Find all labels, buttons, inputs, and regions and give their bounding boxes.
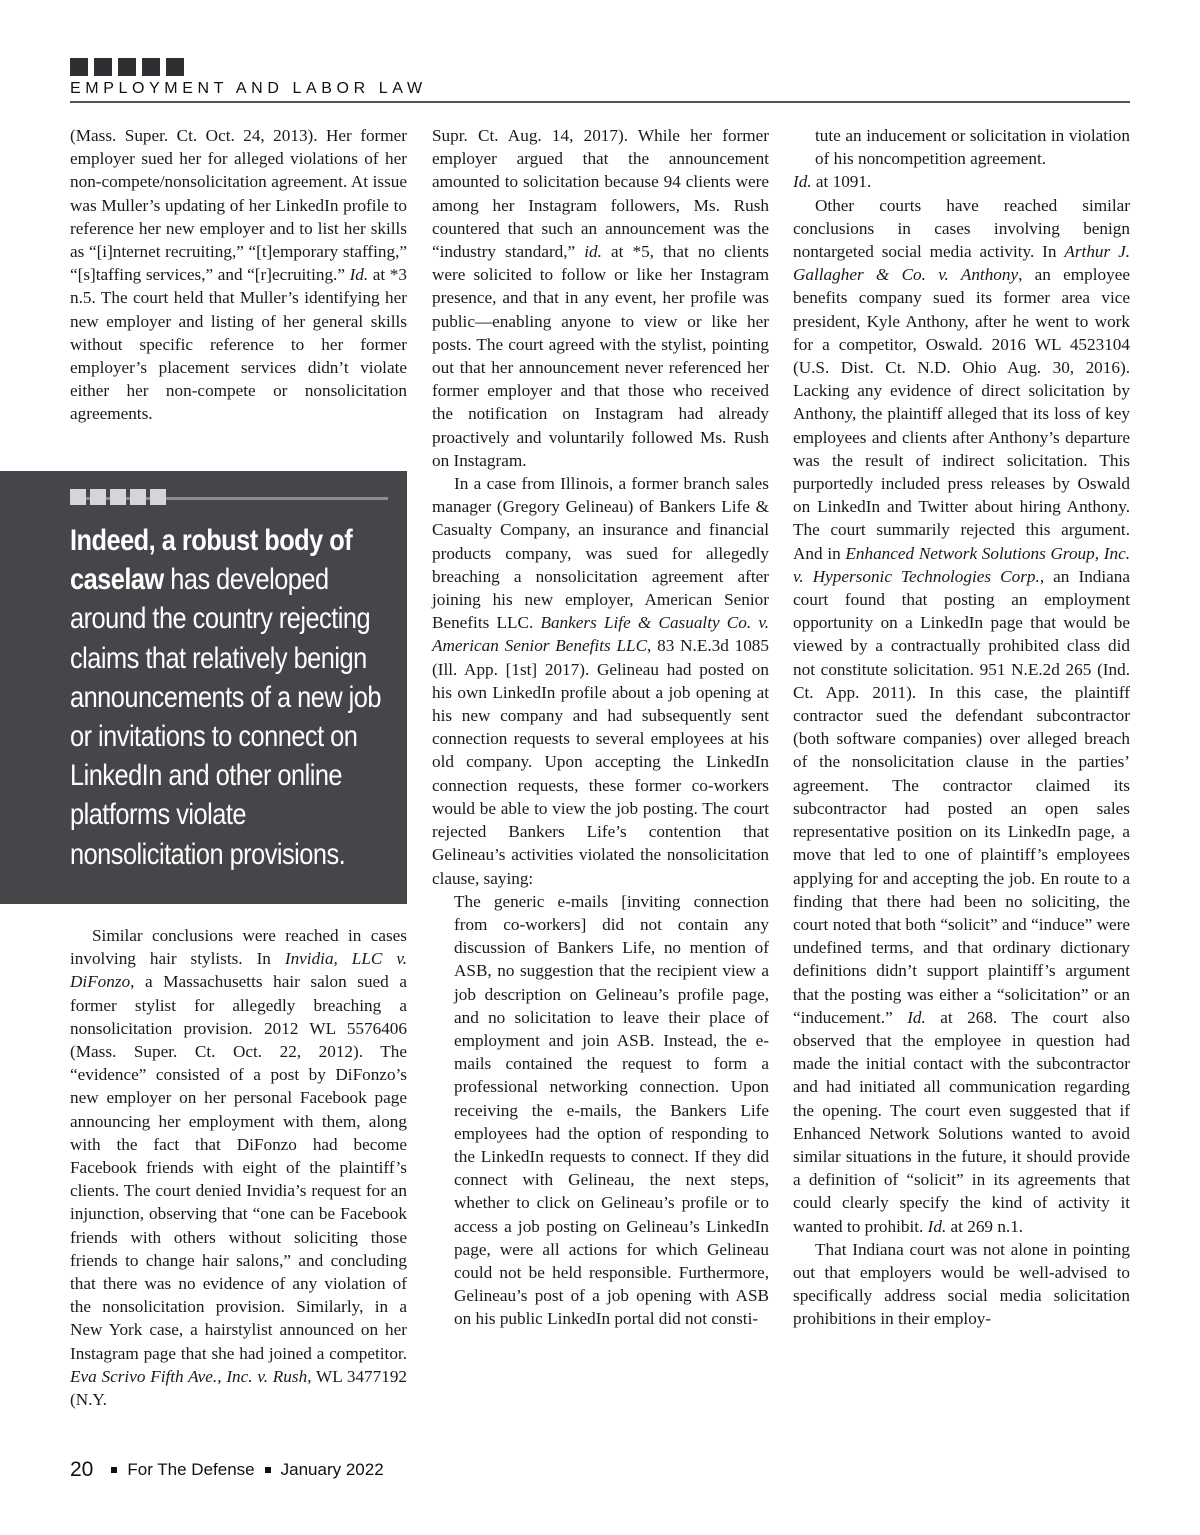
text-run: That Indiana court was not alone in pointing out that employers would be well-advised to specifically address social media solicitation prohibitions in their employ- bbox=[793, 1239, 1130, 1329]
text-run: (Mass. Super. Ct. Oct. 24, 2013). Her former employer sued her for alleged violations of her non-compete/nonsolicitation agreement. At issue was Muller’s updating of her LinkedIn profile to reference her new employer and to list her skills as “[i]nternet recruiting,” “[t]emporary staffing,” “[s]taffing services,” and “[r]ecruiting.” bbox=[70, 126, 407, 285]
column-1-bottom bbox=[70, 924, 407, 1411]
italic-citation: Invidia, LLC v. DiFonzo bbox=[70, 949, 408, 992]
italic-citation: Bankers Life & Casualty Co. v. American Senior Benefits LLC bbox=[432, 613, 770, 656]
page-number: 20 bbox=[70, 1458, 94, 1481]
text-run: , 83 N.E.3d 1085 (Ill. App. [1st] 2017). Gelineau had posted on his own LinkedIn profile about a job opening at his new company and had subsequently sent connection requests to several employees at his old company. Upon accepting the LinkedIn connection requests, these former co-workers would be able to view the job posting. The court rejected Bankers Life’s contention that Gelineau’s activities violated the nonsolicitation clause, saying: bbox=[432, 636, 769, 888]
pull-quote-text bbox=[70, 521, 390, 874]
text-run: , an employee benefits company sued its former area vice president, Kyle Anthony, after he went to work for a competitor, Oswald. 2016 WL 4523104 (U.S. Dist. Ct. N.D. Ohio Aug. 30, 2016). Lacking any evidence of direct solicitation by Anthony, the plaintiff alleged that its loss of key employees and clients after Anthony’s departure was the result of indirect solicitation. This purportedly included press releases by Oswald on LinkedIn and Twitter about hiring Anthony. The court summarily rejected this argument. And in bbox=[793, 265, 1130, 563]
pull-quote-bold: Indeed, a robust body of caselaw bbox=[70, 524, 353, 597]
block-quote-continued bbox=[793, 124, 1130, 170]
paragraph bbox=[432, 124, 769, 472]
footer-bullet bbox=[111, 1467, 117, 1473]
header-rule bbox=[70, 101, 1130, 103]
text-run: at *3 n.5. The court held that Muller’s identifying her new employer and listing of her general skills without specific reference to her former employer’s placement services didn’t violate either her non-compete or nonsolicitation agreements. bbox=[70, 265, 407, 424]
italic-citation: Eva Scrivo Fifth Ave., Inc. v. Rush bbox=[70, 1366, 308, 1386]
italic-citation: Id. bbox=[927, 1216, 947, 1236]
text-run: , an Indiana court found that posting an employment opportunity on a LinkedIn page that would be viewed by a contractually prohibited class did not constitute solicitation. 951 N.E.2d 265 (Ind. Ct. App. 2011). In this case, the plaintiff contractor sued the defendant subcontractor (both software companies) over alleged breach of the nonsolicitation clause in the parties’ agreement. The contractor claimed its subcontractor had posted an open sales representative position on its LinkedIn page, a move that led to one of plaintiff’s employees applying for and accepting the job. En route to a finding that there had been no soliciting, the court noted that both “solicit” and “induce” were undefined terms, and that ordinary dictionary definitions didn’t support plaintiff’s argument that the posting was either a “solicitation” or an “inducement.” bbox=[793, 566, 1131, 1027]
pull-quote-body: has developed around the country rejecting claims that relatively benign announcements of a new job or invitations to connect on LinkedIn and other online platforms violate nonsolicitation provisions. bbox=[70, 563, 381, 871]
column-3 bbox=[793, 124, 1130, 1331]
italic-citation: Id. bbox=[793, 172, 812, 192]
block-quote bbox=[454, 890, 769, 1331]
page-footer bbox=[70, 1458, 384, 1482]
section-title: EMPLOYMENT AND LABOR LAW bbox=[70, 80, 427, 97]
text-run: , WL 3477192 (N.Y. bbox=[70, 1366, 408, 1410]
paragraph bbox=[793, 1238, 1130, 1331]
text-run: at 1091. bbox=[811, 172, 872, 192]
paragraph bbox=[432, 472, 769, 890]
text-run: Similar conclusions were reached in cases involving hair stylists. In bbox=[70, 926, 407, 969]
paragraph bbox=[793, 194, 1130, 1238]
text-run: at 269 n.1. bbox=[946, 1216, 1024, 1236]
pull-quote-marker-squares bbox=[70, 489, 166, 505]
italic-citation: Id. bbox=[349, 265, 369, 285]
paragraph bbox=[70, 124, 407, 426]
paragraph bbox=[70, 924, 407, 1411]
text-run: at 268. The court also observed that the employee in question had made the initial contact with the subcontractor and had initiated all communication regarding the opening. The court even suggested that if Enhanced Network Solutions wanted to avoid similar situations in the future, it should provide a definition of “solicit” in its agreements that could clearly specify the kind of activity it wanted to prohibit. bbox=[793, 1007, 1130, 1236]
text-run: , a Massachusetts hair salon sued a former stylist for allegedly breaching a nonsolicitation provision. 2012 WL 5576406 (Mass. Super. Ct. Oct. 22, 2012). The “evidence” consisted of a post by DiFonzo’s new employer on her personal Facebook page announcing her employment with them, along with the fact that DiFonzo had become Facebook friends with eight of the plaintiff’s clients. The court denied Invidia’s request for an injunction, observing that “one can be Facebook friends with others without soliciting those friends to change hair salons,” and concluding that there was no evidence of any violation of the nonsolicitation provision. Similarly, in a New York case, a hairstylist announced on her Instagram page that she had joined a competitor. bbox=[70, 972, 407, 1363]
italic-citation: Enhanced Network Solutions Group, Inc. v. Hypersonic Technologies Corp. bbox=[793, 543, 1130, 586]
footer-bullet bbox=[265, 1467, 271, 1473]
citation bbox=[793, 170, 1130, 193]
text-run: Supr. Ct. Aug. 14, 2017). While her former employer argued that the announcement amounted to solicitation because 94 clients were among her Instagram followers, Ms. Rush countered that such an announcement was the “industry standard,” bbox=[432, 126, 769, 262]
text-run: The generic e-mails [inviting connection from co-workers] did not contain any discussion of Bankers Life, no mention of ASB, no suggestion that the recipient view a job description on Gelineau’s profile page, and no solicitation to leave their place of employment and join ASB. Instead, the e-mails contained the request to form a professional networking connection. Upon receiving the e-mails, the Bankers Life employees had the option of responding to the LinkedIn requests to connect. If they did connect with Gelineau, the next steps, whether to click on Gelineau’s profile or to access a job posting on Gelineau’s LinkedIn page, were all actions for which Gelineau could not be held responsible. Furthermore, Gelineau’s post of a job opening with ASB on his public LinkedIn portal did not consti- bbox=[454, 891, 769, 1329]
issue-date: January 2022 bbox=[280, 1460, 384, 1479]
column-1-top bbox=[70, 124, 407, 426]
text-run: at *5, that no clients were solicited to follow or like her Instagram presence, and that in any event, her profile was public—enabling anyone to view or like her posts. The court agreed with the stylist, pointing out that her announcement never referenced her former employer and that those who received the notification on Instagram had already proactively and voluntarily followed Ms. Rush on Instagram. bbox=[432, 242, 769, 470]
italic-citation: Id. bbox=[907, 1007, 926, 1027]
publication-name: For The Defense bbox=[127, 1460, 255, 1479]
pull-quote-box bbox=[0, 471, 407, 904]
text-run: tute an inducement or solicitation in violation of his noncompetition agreement. bbox=[815, 126, 1130, 169]
section-marker-squares bbox=[70, 58, 184, 76]
italic-citation: Arthur J. Gallagher & Co. v. Anthony bbox=[793, 242, 1131, 285]
italic-citation: id. bbox=[584, 242, 602, 262]
text-run: In a case from Illinois, a former branch sales manager (Gregory Gelineau) of Bankers Life & Casualty Company, an insurance and financial products company, was sued for allegedly breaching a nonsolicitation agreement after joining his new employer, American Senior Benefits LLC. bbox=[432, 474, 769, 633]
column-2 bbox=[432, 124, 769, 1331]
text-run: Other courts have reached similar conclusions in cases involving benign nontargeted social media activity. In bbox=[793, 195, 1130, 262]
